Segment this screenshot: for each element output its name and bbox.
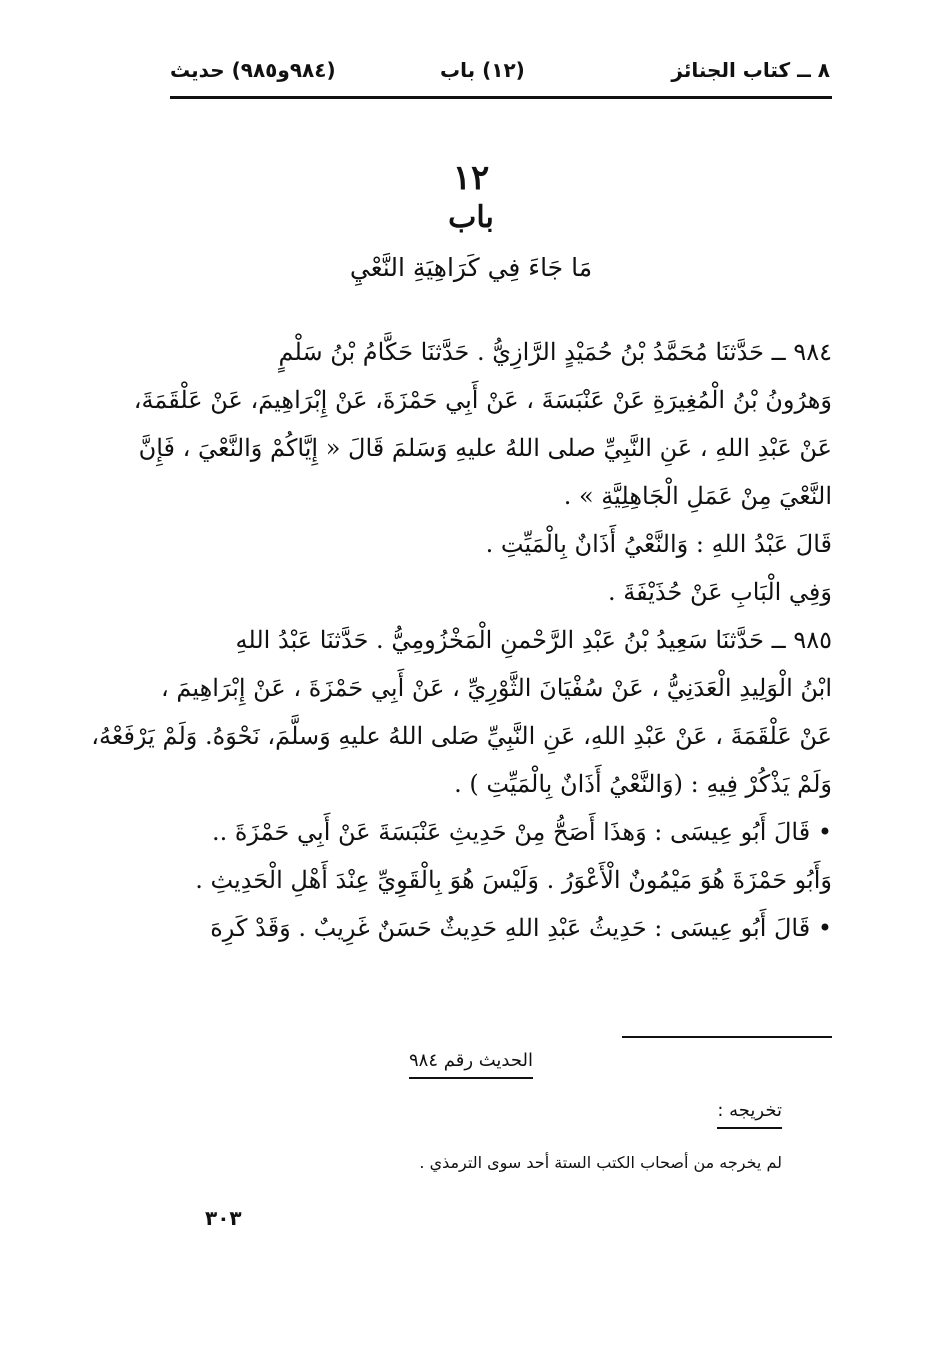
chapter-title: مَا جَاءَ فِي كَرَاهِيَةِ النَّعْيِ <box>349 253 593 282</box>
header-chapter: (١٢) باب <box>440 58 525 82</box>
text-line: عَنْ عَبْدِ اللهِ ، عَنِ النَّبِيِّ صلى اللهُ عليهِ وَسَلمَ قَالَ « إِيَّاكُمْ وَالنَّعْيَ ، فَإِنَّ <box>138 434 832 462</box>
takhrij-label <box>582 1100 782 1121</box>
text-line: وَأَبُو حَمْزَةَ هُوَ مَيْمُونٌ الْأَعْوَرُ . وَلَيْسَ هُوَ بِالْقَوِيِّ عِنْدَ أَهْلِ الْحَدِيثِ . <box>195 866 832 894</box>
footnote-divider <box>622 1036 832 1038</box>
takhrij-text: لم يخرجه من أصحاب الكتب الستة أحد سوى الترمذي . <box>419 1153 782 1172</box>
running-header <box>170 50 830 90</box>
text-line: ابْنُ الْوَلِيدِ الْعَدَنِيُّ ، عَنْ سُفْيَانَ الثَّوْرِيِّ ، عَنْ أَبِي حَمْزَةَ ، عَنْ إِبْرَاهِيمَ ، <box>161 674 832 702</box>
chapter-number: ١٢ <box>452 158 490 198</box>
text-line: وَفِي الْبَابِ عَنْ حُذَيْفَةَ . <box>607 578 832 606</box>
text-line: وَلَمْ يَذْكُرْ فِيهِ : (وَالنَّعْيُ أَذَانٌ بِالْمَيِّتِ ) . <box>454 770 832 798</box>
text-line: ٩٨٤ ــ حَدَّثنَا مُحَمَّدُ بْنُ حُمَيْدٍ الرَّازِيُّ . حَدَّثنَا حَكَّامُ بْنُ سَلْمٍ <box>278 338 832 366</box>
text-line: ٩٨٥ ــ حَدَّثنَا سَعِيدُ بْنُ عَبْدِ الرَّحْمنِ الْمَخْزُومِيُّ . حَدَّثنَا عَبْدُ اللهِ <box>235 626 832 654</box>
chapter-word: باب <box>448 200 494 235</box>
footnote-heading-text: الحديث رقم ٩٨٤ <box>409 1050 533 1079</box>
hadith-text <box>91 328 832 952</box>
text-line: • قَالَ أَبُو عِيسَى : وَهذَا أَصَحُّ مِنْ حَدِيثِ عَنْبَسَةَ عَنْ أَبِي حَمْزَةَ .. <box>211 818 832 846</box>
header-hadith-range: (٩٨٤و٩٨٥) حديث <box>170 58 336 82</box>
page-number: ٣٠٣ <box>205 1206 242 1230</box>
text-line: عَنْ عَلْقَمَةَ ، عَنْ عَبْدِ اللهِ، عَنِ النَّبِيِّ صَلى اللهُ عليهِ وَسلَّمَ، نَحْوَهُ. وَلَمْ يَرْفَعْهُ، <box>91 722 832 750</box>
header-book-title: ٨ ــ كتاب الجنائز <box>671 58 830 82</box>
footnote-heading <box>0 1050 942 1071</box>
header-divider <box>170 96 832 99</box>
text-line: قَالَ عَبْدُ اللهِ : وَالنَّعْيُ أَذَانٌ بِالْمَيِّتِ . <box>485 530 832 558</box>
takhrij-label-text: تخريجه : <box>717 1100 782 1129</box>
text-line: النَّعْيَ مِنْ عَمَلِ الْجَاهِلِيَّةِ » . <box>563 482 832 510</box>
text-line: وَهرُونُ بْنُ الْمُغِيرَةِ عَنْ عَنْبَسَةَ ، عَنْ أَبِي حَمْزَةَ، عَنْ إِبْرَاهِيمَ، عَنْ عَلْقَمَةَ، <box>133 386 832 414</box>
text-line: • قَالَ أَبُو عِيسَى : حَدِيثُ عَبْدِ اللهِ حَدِيثٌ حَسَنٌ غَرِيبٌ . وَقَدْ كَرِهَ <box>210 914 832 942</box>
